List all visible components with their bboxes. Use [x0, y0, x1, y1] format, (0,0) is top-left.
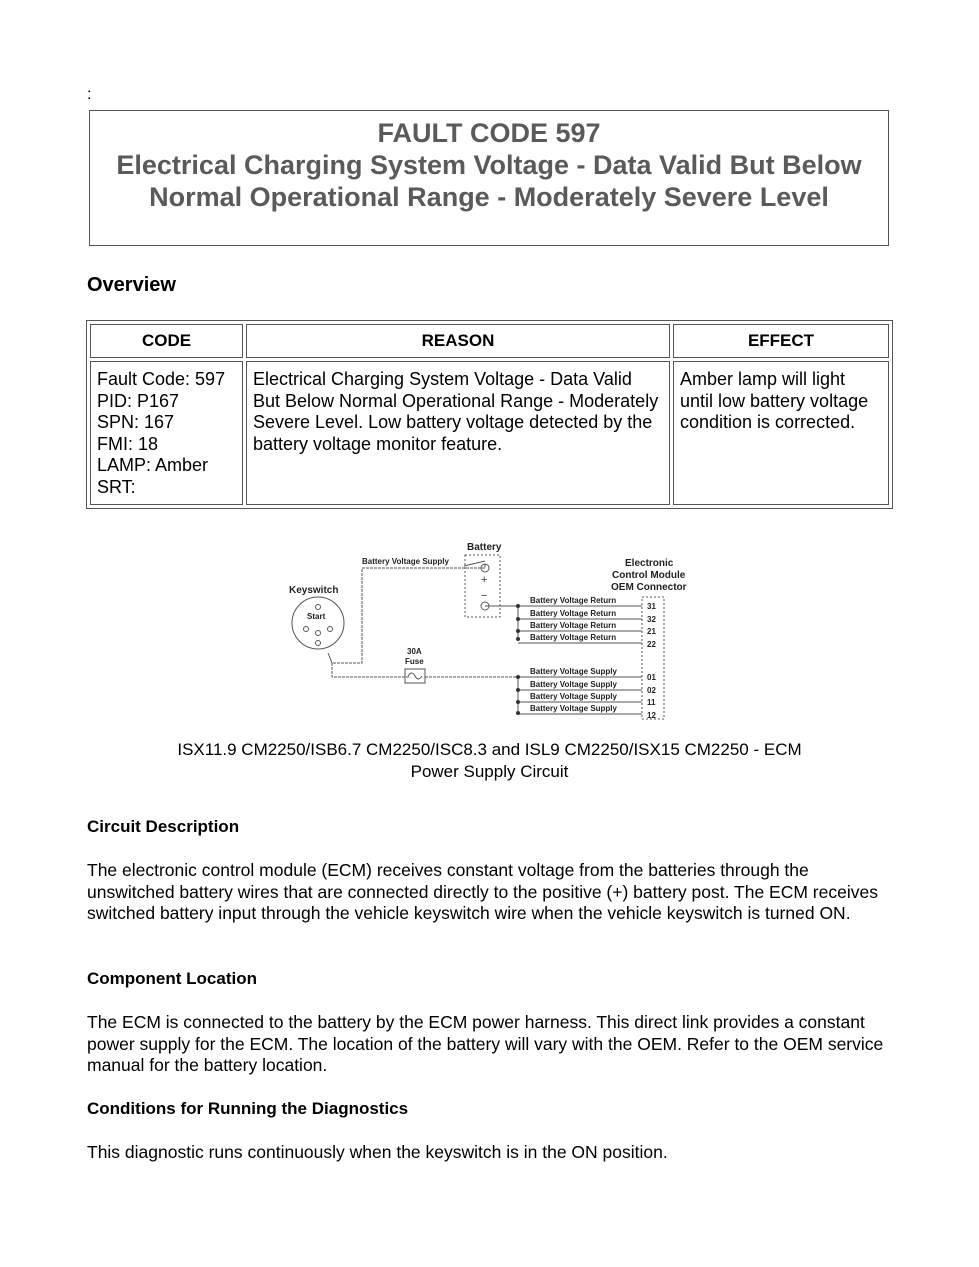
- splice-dot: [516, 688, 520, 692]
- start-label: Start: [307, 612, 326, 621]
- keyswitch-pin-icon: [304, 627, 309, 632]
- caption-line1: ISX11.9 CM2250/ISB6.7 CM2250/ISC8.3 and ISL9 CM2250/ISX15 CM2250 - ECM: [177, 740, 802, 759]
- lamp-line: LAMP: Amber: [97, 455, 209, 475]
- supply-pin-label: 11: [647, 698, 656, 707]
- supply-wire-label: Battery Voltage Supply: [530, 692, 617, 701]
- supply-wire-label: Battery Voltage Supply: [530, 667, 617, 676]
- effect-column-header: EFFECT: [673, 324, 889, 358]
- keyswitch-to-fuse-wire: [332, 663, 410, 677]
- return-wire-label: Battery Voltage Return: [530, 609, 617, 618]
- splice-dot: [516, 617, 520, 621]
- component-location-text: The ECM is connected to the battery by the ECM power harness. This direct link provides a constant power supply for the ECM. The location of the battery will vary with the OEM. Refer to the OEM service manual for the battery location.: [87, 1012, 884, 1076]
- diagram-caption: [87, 739, 892, 783]
- supply-wire-label: Battery Voltage Supply: [530, 680, 617, 689]
- table-header-row: [90, 324, 889, 358]
- circuit-description-heading: Circuit Description: [87, 817, 240, 836]
- power-supply-circuit-diagram: [280, 535, 700, 737]
- battery-label: Battery: [467, 542, 502, 553]
- conditions-heading: Conditions for Running the Diagnostics: [87, 1099, 409, 1118]
- keyswitch-pin-icon: [316, 605, 321, 610]
- battery-supply-wire-label: Battery Voltage Supply: [362, 557, 449, 566]
- conditions-text: This diagnostic runs continuously when the keyswitch is in the ON position.: [87, 1142, 668, 1162]
- fault-code-title-box: [89, 110, 889, 246]
- keyswitch-lead: [328, 653, 332, 663]
- minus-sign: −: [481, 590, 488, 602]
- code-cell: [90, 361, 243, 505]
- keyswitch-pin-icon: [328, 627, 333, 632]
- keyswitch-label: Keyswitch: [289, 585, 339, 596]
- splice-dot: [516, 629, 520, 633]
- srt-line: SRT:: [97, 476, 136, 497]
- plus-sign: +: [481, 574, 488, 586]
- fault-code-description: Electrical Charging System Voltage - Data Valid But Below Normal Operational Range - Moderately Severe Level: [116, 150, 862, 212]
- ecm-label-line1: Electronic: [625, 558, 674, 569]
- spn-line: SPN: 167: [97, 412, 175, 432]
- fuse-element-icon: [408, 673, 422, 679]
- table-row: [90, 361, 889, 505]
- fault-code-line: Fault Code: 597: [97, 369, 226, 389]
- supply-pin-label: 01: [647, 673, 656, 682]
- stray-colon: :: [87, 86, 92, 103]
- return-wire-label: Battery Voltage Return: [530, 633, 617, 642]
- fuse-label: Fuse: [405, 657, 424, 666]
- keyswitch-pin-icon: [316, 641, 321, 646]
- reason-cell: Electrical Charging System Voltage - Data Valid But Below Normal Operational Range - Moderately Severe Level. Low battery voltage detected by the battery voltage monitor feature.: [246, 361, 670, 505]
- return-pin-label: 21: [647, 627, 656, 636]
- supply-pin-label: 02: [647, 686, 656, 695]
- supply-wire-group: [516, 667, 656, 720]
- fault-code-title: FAULT CODE 597: [377, 118, 601, 148]
- return-wire-label: Battery Voltage Return: [530, 621, 617, 630]
- splice-dot: [516, 637, 520, 641]
- circuit-description-text: The electronic control module (ECM) receives constant voltage from the batteries through the unswitched battery wires that are connected directly to the positive (+) battery post. The ECM receives switched battery input through the vehicle keyswitch wire when the vehicle keyswitch is turned ON.: [87, 860, 878, 924]
- keyswitch-pin-icon: [316, 631, 321, 636]
- return-pin-label: 22: [647, 640, 656, 649]
- splice-dot: [516, 700, 520, 704]
- return-pin-label: 31: [647, 602, 656, 611]
- fuse-rating-label: 30A: [407, 647, 422, 656]
- overview-table: [86, 320, 893, 509]
- splice-dot: [516, 711, 520, 715]
- return-wire-label: Battery Voltage Return: [530, 596, 617, 605]
- caption-line2: Power Supply Circuit: [410, 762, 569, 781]
- supply-pin-label: 12: [647, 711, 656, 720]
- return-pin-label: 32: [647, 615, 656, 624]
- splice-dot: [516, 675, 520, 679]
- splice-dot: [516, 604, 520, 608]
- supply-wire-label: Battery Voltage Supply: [530, 704, 617, 713]
- ecm-label-line3: OEM Connector: [611, 582, 687, 593]
- effect-cell: Amber lamp will light until low battery voltage condition is corrected.: [673, 361, 889, 505]
- pid-line: PID: P167: [97, 390, 180, 411]
- ecm-label-line2: Control Module: [612, 570, 686, 581]
- reason-column-header: REASON: [246, 324, 670, 358]
- overview-heading: Overview: [87, 274, 176, 296]
- fmi-line: FMI: 18: [97, 433, 159, 454]
- code-column-header: CODE: [90, 324, 243, 358]
- component-location-heading: Component Location: [87, 969, 257, 988]
- return-wire-group: [516, 596, 656, 649]
